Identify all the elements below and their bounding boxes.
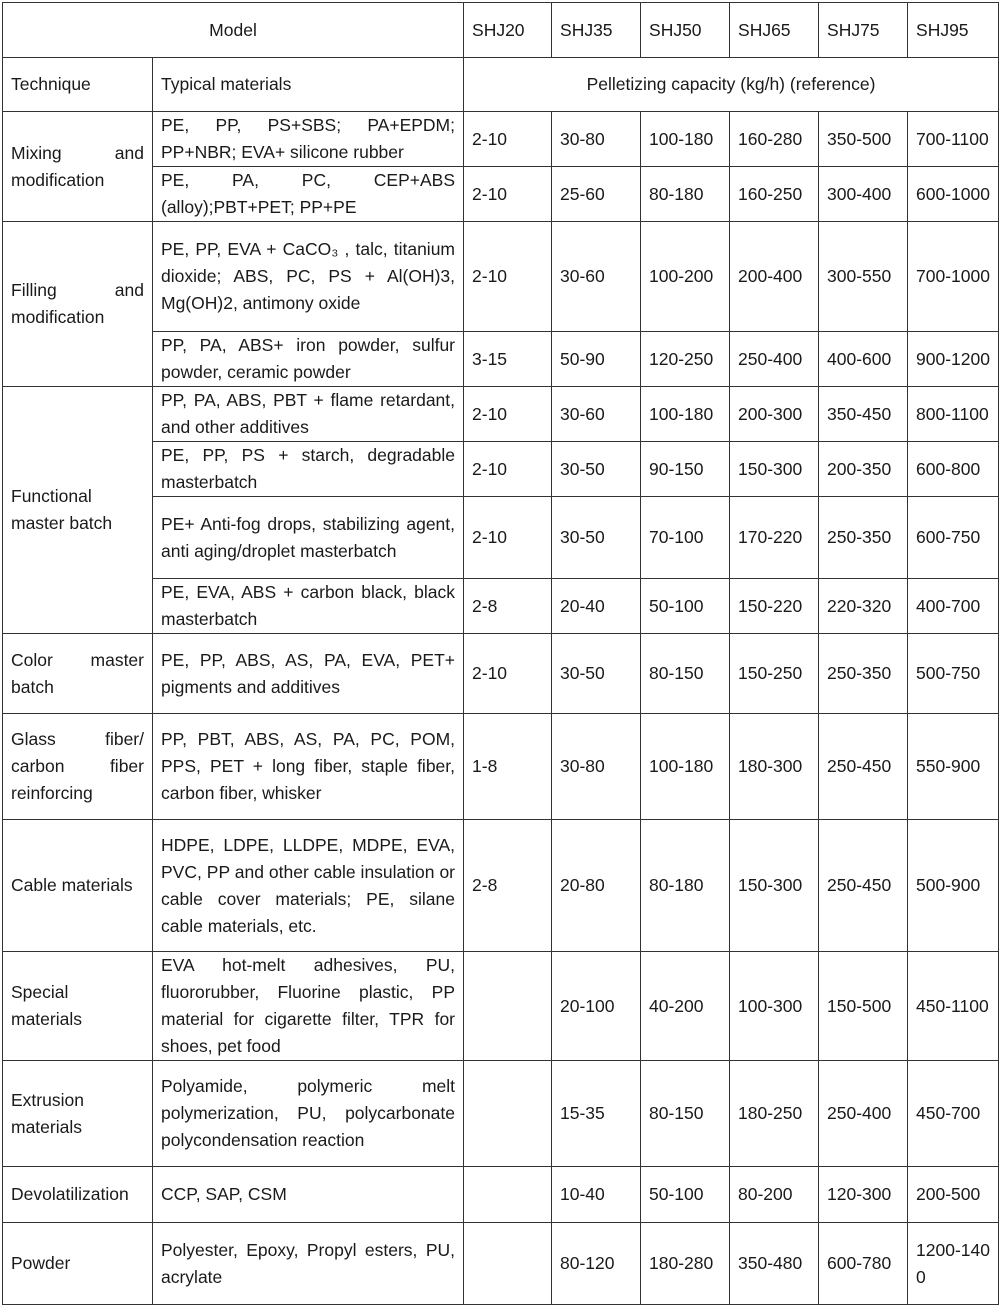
capacity-cell: 2-10 <box>464 167 552 222</box>
table-row <box>3 634 999 714</box>
materials-cell: CCP, SAP, CSM <box>153 1167 464 1223</box>
capacity-cell: 250-450 <box>819 714 908 820</box>
table-row <box>3 222 999 332</box>
capacity-cell: 350-450 <box>819 387 908 442</box>
capacity-cell: 100-180 <box>641 714 730 820</box>
capacity-cell: 200-400 <box>730 222 819 332</box>
materials-cell: PE, PP, PS+SBS; PA+EPDM; PP+NBR; EVA+ silicone rubber <box>153 112 464 167</box>
capacity-cell: 350-480 <box>730 1223 819 1305</box>
model-label: Model <box>3 3 464 58</box>
capacity-cell: 350-500 <box>819 112 908 167</box>
capacity-cell: 2-8 <box>464 820 552 952</box>
capacity-cell: 150-300 <box>730 442 819 497</box>
capacity-cell: 120-300 <box>819 1167 908 1223</box>
capacity-cell: 250-450 <box>819 820 908 952</box>
table-row <box>3 820 999 952</box>
table-row <box>3 1167 999 1223</box>
capacity-cell: 80-150 <box>641 1061 730 1167</box>
capacity-cell: 550-900 <box>908 714 999 820</box>
capacity-cell: 2-10 <box>464 112 552 167</box>
model-shj75: SHJ75 <box>819 3 908 58</box>
capacity-cell: 80-150 <box>641 634 730 714</box>
capacity-cell <box>464 952 552 1061</box>
capacity-cell: 900-1200 <box>908 332 999 387</box>
capacity-cell: 30-60 <box>552 387 641 442</box>
capacity-cell: 600-750 <box>908 497 999 579</box>
technique-cell: Devolatilization <box>3 1167 153 1223</box>
table-row <box>3 167 999 222</box>
capacity-cell: 1200-1400 <box>908 1223 999 1305</box>
capacity-cell: 100-200 <box>641 222 730 332</box>
table-row <box>3 1223 999 1305</box>
materials-cell: Polyester, Epoxy, Propyl esters, PU, acrylate <box>153 1223 464 1305</box>
materials-cell: PE, PP, ABS, AS, PA, EVA, PET+ pigments and additives <box>153 634 464 714</box>
model-shj35: SHJ35 <box>552 3 641 58</box>
table-row <box>3 952 999 1061</box>
technique-cell: Cable materials <box>3 820 153 952</box>
materials-cell: PP, PA, ABS, PBT + flame retardant, and other additives <box>153 387 464 442</box>
capacity-cell: 150-500 <box>819 952 908 1061</box>
capacity-cell: 10-40 <box>552 1167 641 1223</box>
capacity-cell: 300-550 <box>819 222 908 332</box>
capacity-cell: 20-80 <box>552 820 641 952</box>
capacity-cell: 600-780 <box>819 1223 908 1305</box>
materials-cell: PE, PP, PS + starch, degradable masterbatch <box>153 442 464 497</box>
technique-cell: Powder <box>3 1223 153 1305</box>
capacity-cell: 100-180 <box>641 112 730 167</box>
capacity-cell: 70-100 <box>641 497 730 579</box>
capacity-cell: 2-10 <box>464 387 552 442</box>
capacity-cell: 30-60 <box>552 222 641 332</box>
capacity-cell: 100-180 <box>641 387 730 442</box>
capacity-cell: 30-50 <box>552 442 641 497</box>
capacity-cell: 180-250 <box>730 1061 819 1167</box>
capacity-cell: 600-1000 <box>908 167 999 222</box>
capacity-cell: 25-60 <box>552 167 641 222</box>
table-row <box>3 497 999 579</box>
column-header-row <box>3 58 999 112</box>
capacity-cell: 80-180 <box>641 820 730 952</box>
capacity-cell: 80-200 <box>730 1167 819 1223</box>
materials-cell: EVA hot-melt adhesives, PU, fluororubber, Fluorine plastic, PP material for cigarette filter, TPR for shoes, pet food <box>153 952 464 1061</box>
model-shj65: SHJ65 <box>730 3 819 58</box>
capacity-cell <box>464 1061 552 1167</box>
materials-cell: PP, PBT, ABS, AS, PA, PC, POM, PPS, PET + long fiber, staple fiber, carbon fiber, whisker <box>153 714 464 820</box>
capacity-cell: 180-280 <box>641 1223 730 1305</box>
capacity-cell: 160-280 <box>730 112 819 167</box>
capacity-cell: 2-10 <box>464 442 552 497</box>
capacity-cell: 250-350 <box>819 497 908 579</box>
capacity-cell: 50-100 <box>641 579 730 634</box>
capacity-cell: 30-80 <box>552 112 641 167</box>
table-row <box>3 714 999 820</box>
capacity-cell: 20-40 <box>552 579 641 634</box>
capacity-cell: 150-250 <box>730 634 819 714</box>
capacity-cell: 150-300 <box>730 820 819 952</box>
capacity-cell: 600-800 <box>908 442 999 497</box>
capacity-cell <box>464 1167 552 1223</box>
capacity-cell: 20-100 <box>552 952 641 1061</box>
materials-cell: PE+ Anti-fog drops, stabilizing agent, anti aging/droplet masterbatch <box>153 497 464 579</box>
capacity-cell: 500-750 <box>908 634 999 714</box>
technique-cell: Glass fiber/ carbon fiber reinforcing <box>3 714 153 820</box>
capacity-cell: 80-120 <box>552 1223 641 1305</box>
table-row <box>3 332 999 387</box>
capacity-cell: 2-10 <box>464 497 552 579</box>
technique-cell: Color master batch <box>3 634 153 714</box>
materials-cell: HDPE, LDPE, LLDPE, MDPE, EVA, PVC, PP and other cable insulation or cable cover materials; PE, silane cable materials, etc. <box>153 820 464 952</box>
technique-cell: Special materials <box>3 952 153 1061</box>
capacity-cell: 800-1100 <box>908 387 999 442</box>
capacity-cell: 400-600 <box>819 332 908 387</box>
capacity-cell: 1-8 <box>464 714 552 820</box>
capacity-cell: 250-400 <box>730 332 819 387</box>
model-shj50: SHJ50 <box>641 3 730 58</box>
materials-cell: PE, PA, PC, CEP+ABS (alloy);PBT+PET; PP+PE <box>153 167 464 222</box>
capacity-cell: 700-1000 <box>908 222 999 332</box>
capacity-cell: 220-320 <box>819 579 908 634</box>
capacity-cell: 2-10 <box>464 222 552 332</box>
technique-cell: Functional master batch <box>3 387 153 634</box>
model-shj20: SHJ20 <box>464 3 552 58</box>
technique-cell: Filling and modification <box>3 222 153 387</box>
capacity-cell: 90-150 <box>641 442 730 497</box>
table-row <box>3 387 999 442</box>
capacity-cell: 50-90 <box>552 332 641 387</box>
capacity-cell: 30-50 <box>552 634 641 714</box>
materials-cell: PE, PP, EVA + CaCO₃ , talc, titanium dioxide; ABS, PC, PS + Al(OH)3, Mg(OH)2, antimony oxide <box>153 222 464 332</box>
materials-cell: PP, PA, ABS+ iron powder, sulfur powder, ceramic powder <box>153 332 464 387</box>
capacity-cell: 80-180 <box>641 167 730 222</box>
capacity-cell: 100-300 <box>730 952 819 1061</box>
materials-cell: Polyamide, polymeric melt polymerization, PU, polycarbonate polycondensation reaction <box>153 1061 464 1167</box>
capacity-cell: 450-1100 <box>908 952 999 1061</box>
capacity-cell: 250-350 <box>819 634 908 714</box>
model-header-row <box>3 3 999 58</box>
capacity-cell: 150-220 <box>730 579 819 634</box>
capacity-cell: 120-250 <box>641 332 730 387</box>
capacity-cell: 500-900 <box>908 820 999 952</box>
model-shj95: SHJ95 <box>908 3 999 58</box>
table-row <box>3 579 999 634</box>
capacity-cell: 30-80 <box>552 714 641 820</box>
capacity-cell: 450-700 <box>908 1061 999 1167</box>
capacity-header: Pelletizing capacity (kg/h) (reference) <box>464 58 999 112</box>
capacity-cell: 15-35 <box>552 1061 641 1167</box>
capacity-cell: 300-400 <box>819 167 908 222</box>
technique-header: Technique <box>3 58 153 112</box>
materials-header: Typical materials <box>153 58 464 112</box>
capacity-cell: 170-220 <box>730 497 819 579</box>
table-row <box>3 112 999 167</box>
capacity-cell: 700-1100 <box>908 112 999 167</box>
table-row <box>3 442 999 497</box>
capacity-cell: 180-300 <box>730 714 819 820</box>
capacity-cell: 2-8 <box>464 579 552 634</box>
capacity-cell <box>464 1223 552 1305</box>
capacity-cell: 50-100 <box>641 1167 730 1223</box>
capacity-cell: 2-10 <box>464 634 552 714</box>
technique-cell: Extrusion materials <box>3 1061 153 1167</box>
capacity-cell: 250-400 <box>819 1061 908 1167</box>
capacity-cell: 200-300 <box>730 387 819 442</box>
capacity-table <box>2 2 999 1305</box>
capacity-cell: 3-15 <box>464 332 552 387</box>
capacity-cell: 400-700 <box>908 579 999 634</box>
technique-cell: Mixing and modification <box>3 112 153 222</box>
capacity-cell: 200-500 <box>908 1167 999 1223</box>
table-row <box>3 1061 999 1167</box>
materials-cell: PE, EVA, ABS + carbon black, black masterbatch <box>153 579 464 634</box>
capacity-cell: 40-200 <box>641 952 730 1061</box>
capacity-cell: 30-50 <box>552 497 641 579</box>
capacity-cell: 160-250 <box>730 167 819 222</box>
capacity-cell: 200-350 <box>819 442 908 497</box>
